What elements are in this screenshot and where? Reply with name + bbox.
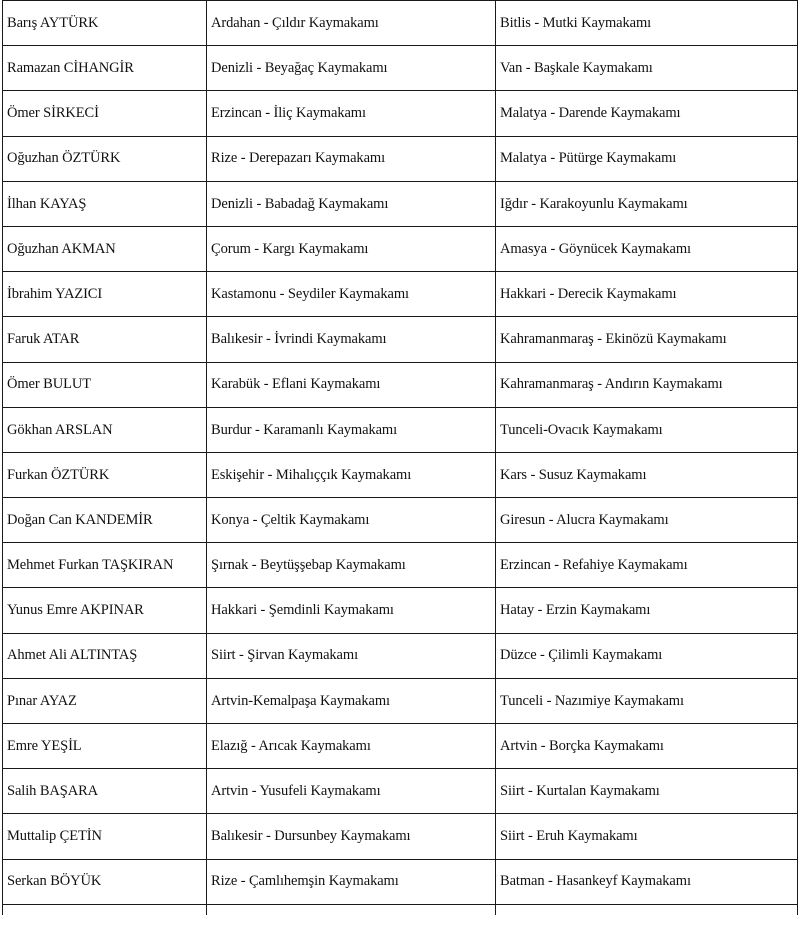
new-post: Amasya - Göynücek Kaymakamı: [496, 226, 798, 271]
table-row: [3, 452, 798, 497]
current-post: Çorum - Kargı Kaymakamı: [207, 226, 496, 271]
current-post: Elazığ - Arıcak Kaymakamı: [207, 724, 496, 769]
person-name: Emre YEŞİL: [3, 724, 207, 769]
new-post: Van - Başkale Kaymakamı: [496, 46, 798, 91]
new-post: Düzce - Çilimli Kaymakamı: [496, 633, 798, 678]
person-name: Muttalip ÇETİN: [3, 814, 207, 859]
table-row: [3, 543, 798, 588]
current-post: Rize - Derepazarı Kaymakamı: [207, 136, 496, 181]
table-row: [3, 724, 798, 769]
person-name: Mehmet Furkan TAŞKIRAN: [3, 543, 207, 588]
table-row: [3, 859, 798, 904]
current-post: Konya - Çeltik Kaymakamı: [207, 498, 496, 543]
new-post: Tunceli - Nazımiye Kaymakamı: [496, 678, 798, 723]
person-name: Yunus Emre AKPINAR: [3, 588, 207, 633]
empty-cell: [207, 904, 496, 915]
table-row: [3, 1, 798, 46]
person-name: Furkan ÖZTÜRK: [3, 452, 207, 497]
current-post: Siirt - Şirvan Kaymakamı: [207, 633, 496, 678]
current-post: Balıkesir - Dursunbey Kaymakamı: [207, 814, 496, 859]
empty-cell: [496, 904, 798, 915]
person-name: Ahmet Ali ALTINTAŞ: [3, 633, 207, 678]
current-post: Balıkesir - İvrindi Kaymakamı: [207, 317, 496, 362]
new-post: Malatya - Pütürge Kaymakamı: [496, 136, 798, 181]
table-row: [3, 678, 798, 723]
current-post: Denizli - Beyağaç Kaymakamı: [207, 46, 496, 91]
new-post: Kahramanmaraş - Andırın Kaymakamı: [496, 362, 798, 407]
current-post: Ardahan - Çıldır Kaymakamı: [207, 1, 496, 46]
table-row: [3, 814, 798, 859]
current-post: Kastamonu - Seydiler Kaymakamı: [207, 272, 496, 317]
new-post: Tunceli-Ovacık Kaymakamı: [496, 407, 798, 452]
new-post: Hatay - Erzin Kaymakamı: [496, 588, 798, 633]
new-post: Bitlis - Mutki Kaymakamı: [496, 1, 798, 46]
person-name: Faruk ATAR: [3, 317, 207, 362]
person-name: Ramazan CİHANGİR: [3, 46, 207, 91]
person-name: Salih BAŞARA: [3, 769, 207, 814]
table-row: [3, 633, 798, 678]
current-post: Karabük - Eflani Kaymakamı: [207, 362, 496, 407]
table-row: [3, 362, 798, 407]
current-post: Denizli - Babadağ Kaymakamı: [207, 181, 496, 226]
table-row: [3, 46, 798, 91]
person-name: Barış AYTÜRK: [3, 1, 207, 46]
table-row: [3, 407, 798, 452]
current-post: Şırnak - Beytüşşebap Kaymakamı: [207, 543, 496, 588]
table-row: [3, 136, 798, 181]
person-name: Oğuzhan ÖZTÜRK: [3, 136, 207, 181]
new-post: Giresun - Alucra Kaymakamı: [496, 498, 798, 543]
new-post: Kahramanmaraş - Ekinözü Kaymakamı: [496, 317, 798, 362]
person-name: İbrahim YAZICI: [3, 272, 207, 317]
new-post: Siirt - Eruh Kaymakamı: [496, 814, 798, 859]
new-post: Hakkari - Derecik Kaymakamı: [496, 272, 798, 317]
table-row: [3, 317, 798, 362]
table-row: [3, 769, 798, 814]
table-row: [3, 272, 798, 317]
current-post: Eskişehir - Mihalıççık Kaymakamı: [207, 452, 496, 497]
new-post: Malatya - Darende Kaymakamı: [496, 91, 798, 136]
person-name: Oğuzhan AKMAN: [3, 226, 207, 271]
appointments-table: [2, 0, 798, 915]
current-post: Erzincan - İliç Kaymakamı: [207, 91, 496, 136]
current-post: Burdur - Karamanlı Kaymakamı: [207, 407, 496, 452]
empty-cell: [3, 904, 207, 915]
new-post: Siirt - Kurtalan Kaymakamı: [496, 769, 798, 814]
table-row: [3, 181, 798, 226]
person-name: Gökhan ARSLAN: [3, 407, 207, 452]
new-post: Iğdır - Karakoyunlu Kaymakamı: [496, 181, 798, 226]
person-name: İlhan KAYAŞ: [3, 181, 207, 226]
current-post: Artvin - Yusufeli Kaymakamı: [207, 769, 496, 814]
person-name: Serkan BÖYÜK: [3, 859, 207, 904]
person-name: Ömer SİRKECİ: [3, 91, 207, 136]
appointments-table-body: [3, 1, 798, 915]
new-post: Kars - Susuz Kaymakamı: [496, 452, 798, 497]
current-post: Artvin-Kemalpaşa Kaymakamı: [207, 678, 496, 723]
table-row: [3, 588, 798, 633]
new-post: Artvin - Borçka Kaymakamı: [496, 724, 798, 769]
new-post: Erzincan - Refahiye Kaymakamı: [496, 543, 798, 588]
person-name: Pınar AYAZ: [3, 678, 207, 723]
table-row: [3, 226, 798, 271]
person-name: Ömer BULUT: [3, 362, 207, 407]
table-row: [3, 498, 798, 543]
table-row: [3, 91, 798, 136]
current-post: Rize - Çamlıhemşin Kaymakamı: [207, 859, 496, 904]
person-name: Doğan Can KANDEMİR: [3, 498, 207, 543]
table-row-cut-off: [3, 904, 798, 915]
current-post: Hakkari - Şemdinli Kaymakamı: [207, 588, 496, 633]
new-post: Batman - Hasankeyf Kaymakamı: [496, 859, 798, 904]
